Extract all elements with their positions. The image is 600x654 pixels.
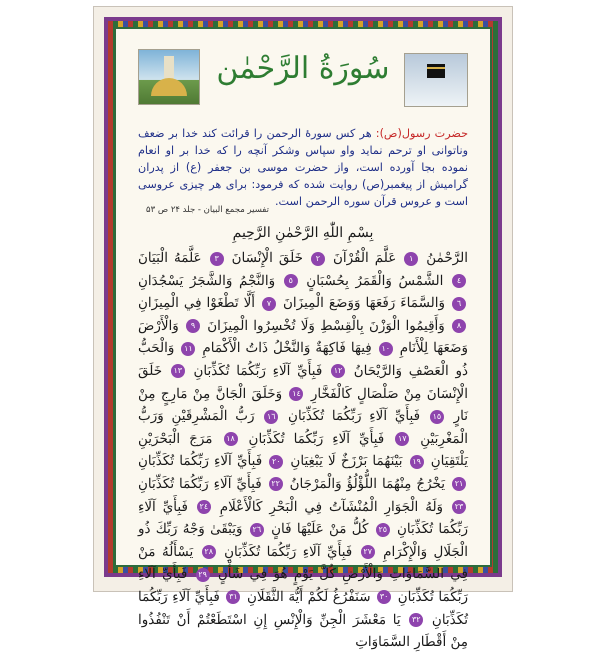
- verse-number-marker: ١٩: [410, 455, 424, 469]
- verse-text: أَلَّا تَطْغَوْا فِي الْمِيزَانِ: [138, 295, 256, 312]
- verse-number-marker: ١٨: [224, 432, 238, 446]
- verse-number-marker: ٢١: [452, 477, 466, 491]
- verse-number-marker: ١٢: [331, 364, 345, 378]
- verse-number-marker: ٥: [284, 274, 298, 288]
- verse-number-marker: ٢٢: [269, 477, 283, 491]
- verse-number-marker: ٢: [311, 252, 325, 266]
- verse-text: بَيْنَهُمَا بَرْزَخٌ لَا يَبْغِيَانِ: [285, 453, 403, 470]
- verse-number-marker: ٣٢: [409, 613, 423, 627]
- verse-number-marker: ٣١: [226, 590, 240, 604]
- card-content: [114, 27, 492, 651]
- verse-number-marker: ٢٦: [250, 523, 264, 537]
- verse-number-marker: ٢٩: [196, 568, 210, 582]
- verse-number-marker: ٧: [262, 297, 276, 311]
- hadith-source: تفسیر مجمع البیان - جلد ۲۴ ص ۵۳: [146, 205, 269, 215]
- verse-text: وَخَلَقَ الْجَانَّ مِنْ مَارِجٍ مِنْ نَارٍ: [138, 385, 469, 425]
- verse-number-marker: ١٦: [264, 410, 278, 424]
- verse-text: فَبِأَيِّ آلَاءِ رَبِّكُمَا تُكَذِّبَانِ: [138, 475, 262, 492]
- surah-card: [93, 6, 513, 651]
- verse-number-marker: ٣٠: [377, 590, 391, 604]
- hadith-paragraph: [138, 125, 468, 210]
- verse-number-marker: ١: [404, 252, 418, 266]
- verse-number-marker: ١٧: [395, 432, 409, 446]
- surah-title: سُورَةُ الرَّحْمٰن: [216, 51, 390, 86]
- verse-text: كُلُّ مَنْ عَلَيْهَا فَانٍ: [265, 521, 369, 538]
- verse-text: فَبِأَيِّ آلَاءِ رَبِّكُمَا تُكَذِّبَانِ: [239, 430, 385, 447]
- verse-number-marker: ٢٧: [361, 545, 375, 559]
- verse-text: فَبِأَيِّ آلَاءِ رَبِّكُمَا تُكَذِّبَانِ: [138, 588, 468, 628]
- verse-number-marker: ١٣: [171, 364, 185, 378]
- verse-text: فَبِأَيِّ آلَاءِ رَبِّكُمَا تُكَذِّبَانِ: [186, 362, 323, 379]
- hadith-lead: حضرت رسول(ص):: [375, 127, 468, 140]
- verse-text: فَبِأَيِّ آلَاءِ رَبِّكُمَا تُكَذِّبَانِ: [138, 498, 469, 538]
- verse-text: وَيَبْقَىٰ وَجْهُ رَبِّكَ ذُو الْجَلَالِ وَالْإِكْرَامِ: [138, 521, 468, 560]
- verse-text: فَبِأَيِّ آلَاءِ رَبِّكُمَا تُكَذِّبَانِ: [138, 453, 263, 470]
- verse-text: يَخْرُجُ مِنْهُمَا اللُّؤْلُؤُ وَالْمَرْجَانُ: [284, 475, 446, 492]
- verse-number-marker: ١٤: [289, 387, 303, 401]
- verse-text: فَبِأَيِّ آلَاءِ رَبِّكُمَا تُكَذِّبَانِ: [280, 408, 421, 425]
- verse-text: يَسْأَلُهُ مَنْ فِي السَّمَاوَاتِ وَالْأَرْضِ كُلَّ يَوْمٍ هُوَ فِي شَأْنٍ: [138, 543, 469, 583]
- verse-text: خَلَقَ الْإِنْسَانَ مِنْ صَلْصَالٍ كَالْفَخَّارِ: [138, 362, 468, 402]
- verse-number-marker: ١٠: [379, 342, 393, 356]
- verse-text: مَرَجَ الْبَحْرَيْنِ يَلْتَقِيَانِ: [138, 430, 468, 470]
- verse-text: فَبِأَيِّ آلَاءِ رَبِّكُمَا تُكَذِّبَانِ: [138, 566, 469, 605]
- verse-text: خَلَقَ الْإِنْسَانَ: [225, 250, 303, 266]
- verse-number-marker: ٤: [452, 274, 466, 288]
- verse-number-marker: ٢٤: [197, 500, 211, 514]
- verse-text: وَالْأَرْضَ وَضَعَهَا لِلْأَنَامِ: [138, 317, 469, 357]
- verse-number-marker: ٢٥: [376, 523, 390, 537]
- verse-number-marker: ٩: [186, 319, 200, 333]
- verse-number-marker: ١٥: [430, 410, 444, 424]
- verse-text: وَالسَّمَاءَ رَفَعَهَا وَوَضَعَ الْمِيزَانَ: [278, 295, 445, 312]
- verse-text: وَالْحَبُّ ذُو الْعَصْفِ وَالرَّيْحَانُ: [138, 340, 469, 379]
- verse-number-marker: ٣: [210, 252, 224, 266]
- verse-text: عَلَّمَهُ الْبَيَانَ: [138, 250, 202, 266]
- verse-number-marker: ٢٣: [452, 500, 466, 514]
- verse-number-marker: ٢٠: [269, 455, 283, 469]
- verse-number-marker: ٨: [452, 319, 466, 333]
- verse-text: يَا مَعْشَرَ الْجِنِّ وَالْإِنْسِ إِنِ اسْتَطَعْتُمْ أَنْ تَنْفُذُوا مِنْ أَقْطَارِ السَّمَاوَاتِ: [138, 611, 468, 651]
- basmala: بِسْمِ اللّٰهِ الرَّحْمٰنِ الرَّحِيمِ: [232, 225, 374, 241]
- verse-number-marker: ٦: [452, 297, 466, 311]
- verse-text: وَأَقِيمُوا الْوَزْنَ بِالْقِسْطِ وَلَا تُخْسِرُوا الْمِيزَانَ: [202, 317, 445, 334]
- verse-text: فَبِأَيِّ آلَاءِ رَبِّكُمَا تُكَذِّبَانِ: [217, 543, 353, 560]
- verses-block: [138, 247, 468, 654]
- verse-text: رَبُّ الْمَشْرِقَيْنِ وَرَبُّ الْمَغْرِبَيْنِ: [138, 408, 468, 447]
- verse-text: عَلَّمَ الْقُرْآنَ: [326, 250, 397, 266]
- verse-text: سَنَفْرُغُ لَكُمْ أَيُّهَ الثَّقَلَانِ: [242, 588, 371, 605]
- verse-text: الرَّحْمٰنُ: [420, 250, 468, 266]
- verse-number-marker: ١١: [181, 342, 195, 356]
- verse-text: وَالنَّجْمُ وَالشَّجَرُ يَسْجُدَانِ: [138, 272, 276, 289]
- verse-number-marker: ٢٨: [202, 545, 216, 559]
- verse-text: وَلَهُ الْجَوَارِ الْمُنْشَآتُ فِي الْبَحْرِ كَالْأَعْلَامِ: [212, 498, 444, 515]
- verse-text: فِيهَا فَاكِهَةٌ وَالنَّخْلُ ذَاتُ الْأَكْمَامِ: [197, 340, 372, 357]
- hadith-text: هر کس سورهٔ الرحمن را قرائت کند خدا بر ضعف وناتوانی او ترحم نماید واو سپاس وشکر آنچه را که خدا بر او انعام نموده بجا آورده است، واز حضرت موسی بن جعفر (ع) از پدران گرامیش از پیغمبر(ص) روایت شده که فرمود: برای هر چیزی عروسی است و عروس قرآن سوره الرحمن است.: [138, 127, 468, 208]
- decorative-border: [104, 17, 502, 651]
- verse-text: الشَّمْسُ وَالْقَمَرُ بِحُسْبَانٍ: [299, 272, 444, 289]
